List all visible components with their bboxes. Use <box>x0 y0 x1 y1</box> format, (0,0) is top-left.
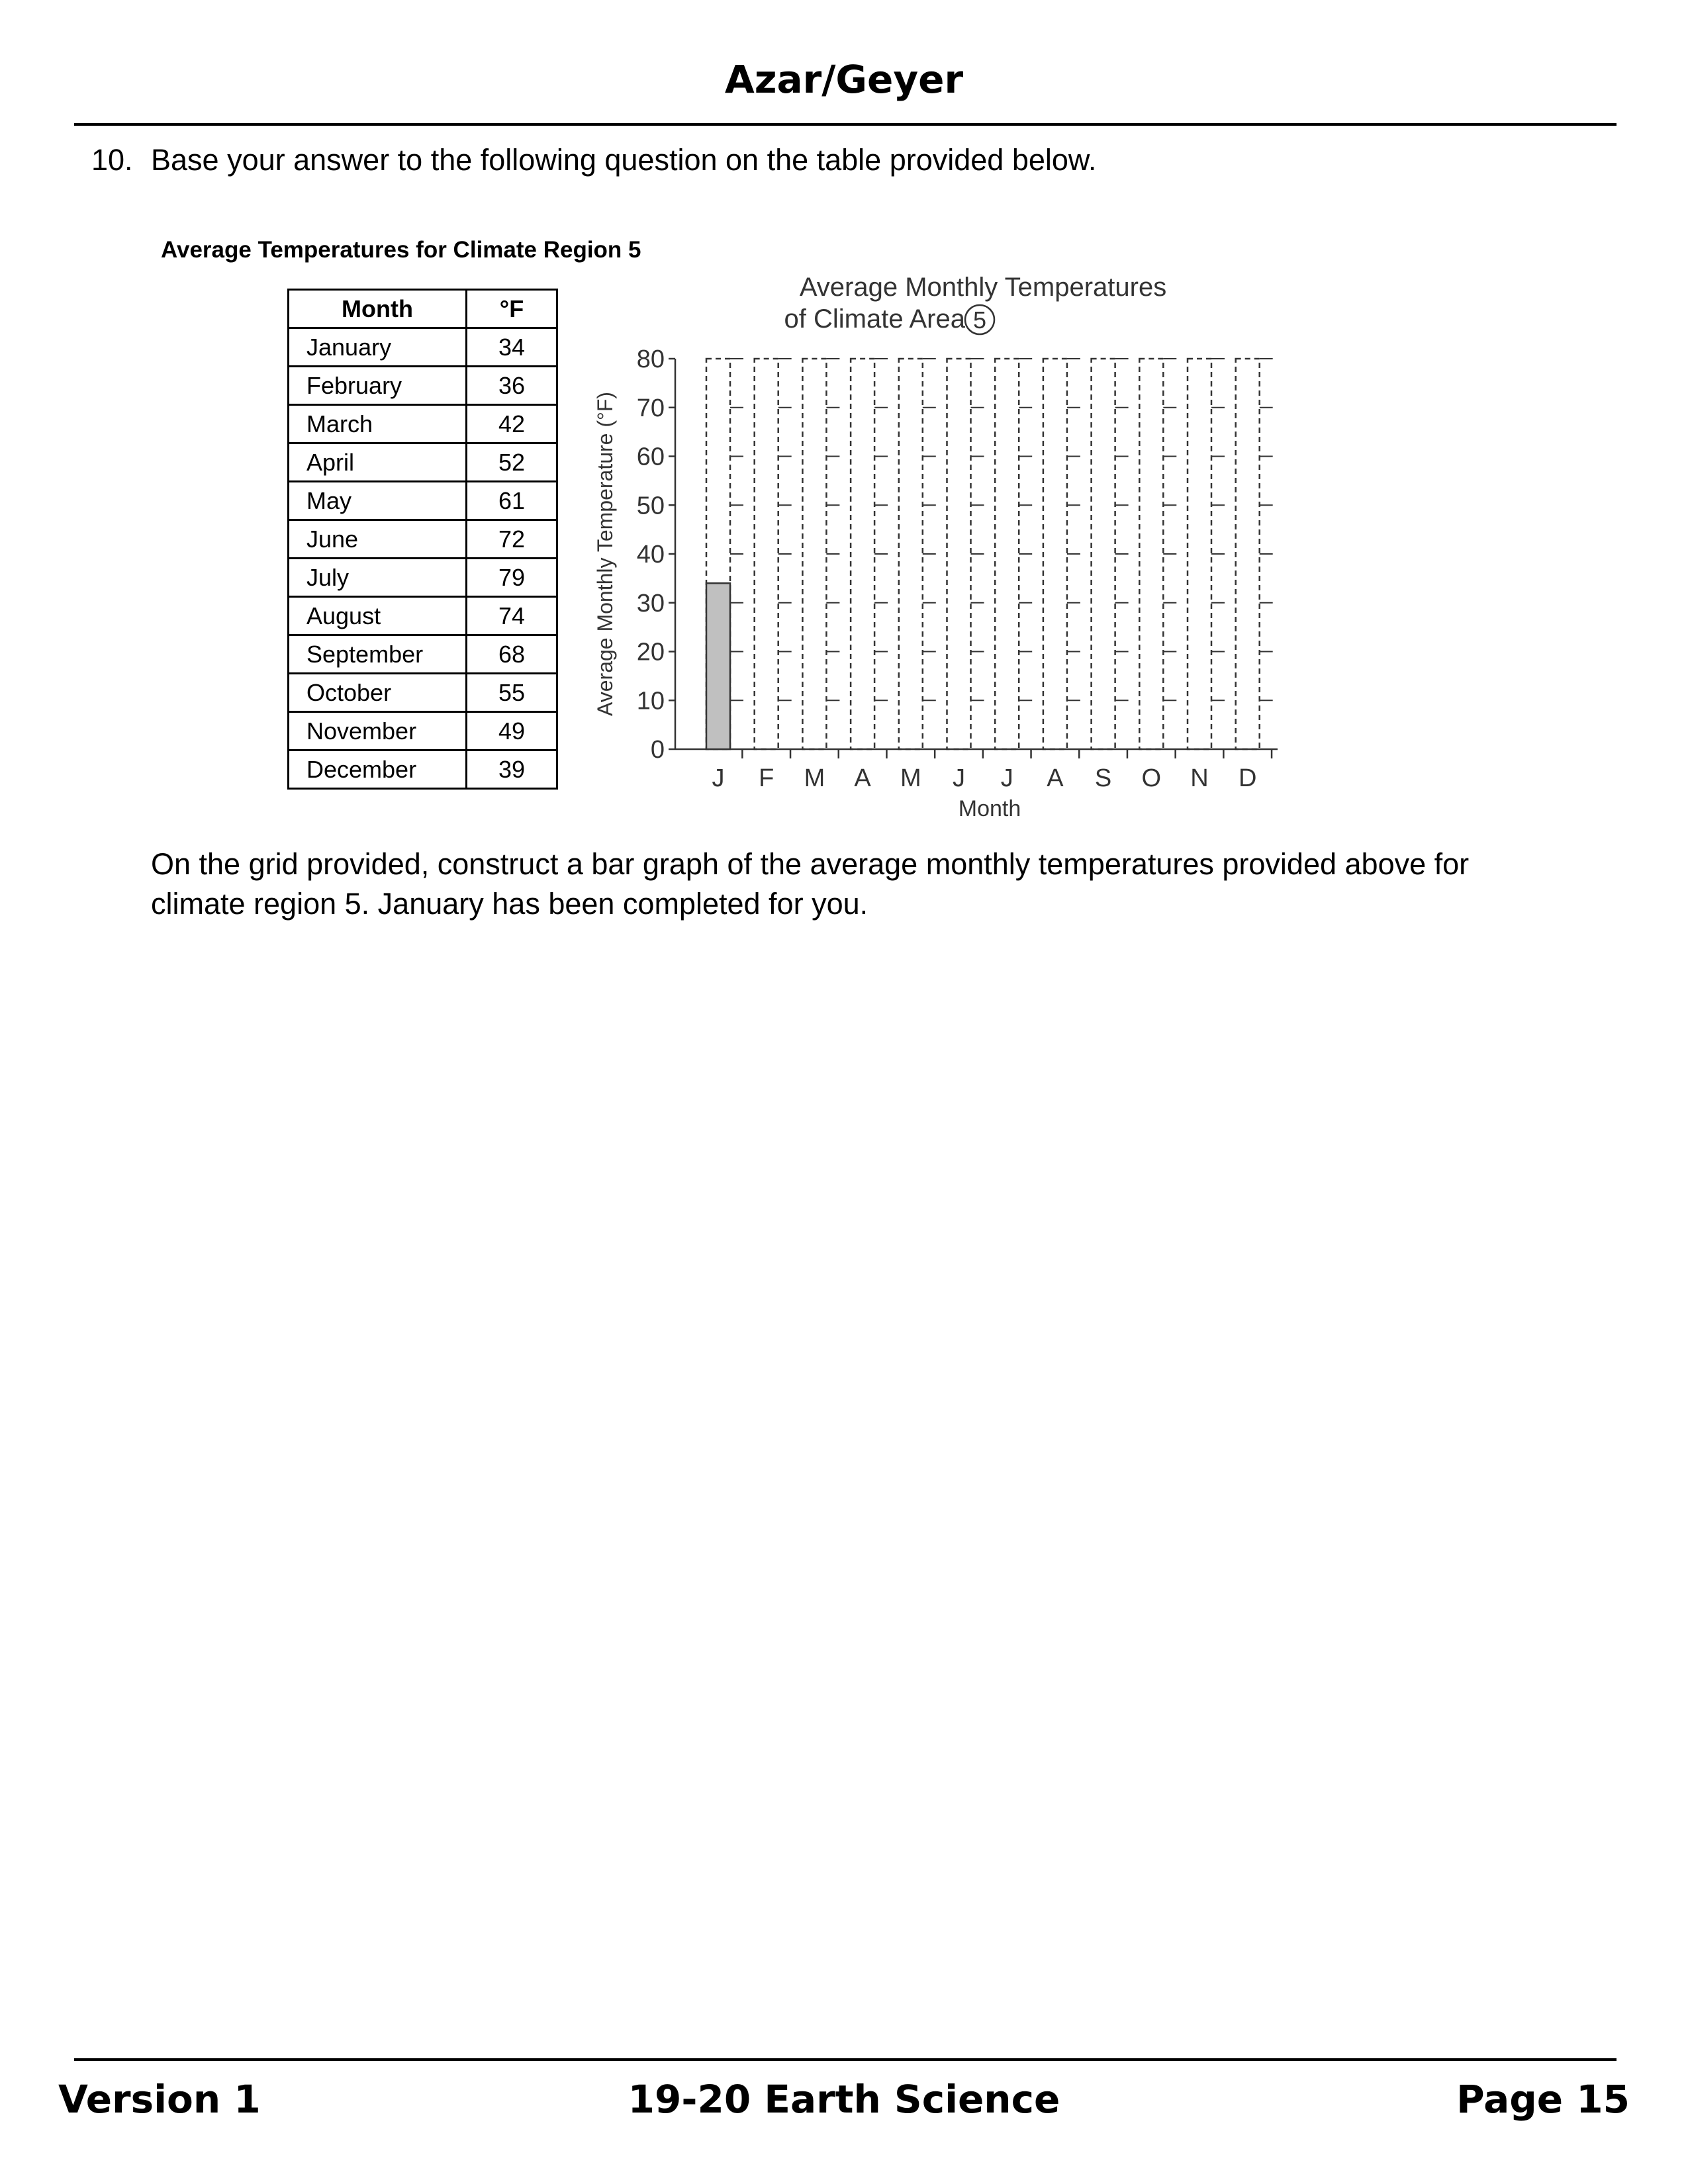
x-tick-label: J <box>953 764 965 792</box>
month-cell: August <box>289 597 467 635</box>
y-tick-label: 60 <box>636 443 665 471</box>
table-row <box>289 635 557 674</box>
bar-slot-outline <box>755 359 778 749</box>
question-instruction: On the grid provided, construct a bar graph of the average monthly temperatures provided above for climate region 5. January has been completed for you. <box>151 847 1470 921</box>
x-tick-label: F <box>759 764 774 792</box>
table-row <box>289 367 557 405</box>
x-tick-label: A <box>1047 764 1064 792</box>
bar-slot-outline <box>899 359 923 749</box>
y-tick-label: 80 <box>636 345 665 373</box>
x-tick-label: N <box>1190 764 1209 792</box>
month-cell: January <box>289 328 467 367</box>
chart-title: Average Monthly Temperatures <box>799 273 1167 302</box>
temp-cell: 68 <box>467 635 557 674</box>
temp-cell: 49 <box>467 712 557 751</box>
bar-slot-outline <box>995 359 1019 749</box>
footer-version: Version 1 <box>58 2077 261 2122</box>
temp-cell: 74 <box>467 597 557 635</box>
bar-slot-outline <box>1139 359 1163 749</box>
footer-page-number: Page 15 <box>1456 2077 1630 2122</box>
table-row <box>289 674 557 712</box>
table-row <box>289 751 557 789</box>
footer-course: 19-20 Earth Science <box>628 2077 1060 2122</box>
table-row <box>289 443 557 482</box>
x-tick-label: A <box>854 764 871 792</box>
column-header-degrees: °F <box>467 290 557 328</box>
bar-slot-outline <box>851 359 874 749</box>
chart-subtitle: of Climate Area <box>784 304 965 334</box>
bar-slot-outline <box>947 359 971 749</box>
table-row <box>289 482 557 520</box>
x-tick-label: J <box>712 764 725 792</box>
area-number: 5 <box>972 306 987 334</box>
month-cell: December <box>289 751 467 789</box>
x-tick-label: S <box>1094 764 1112 792</box>
temp-cell: 72 <box>467 520 557 559</box>
temperature-table <box>287 289 558 790</box>
x-tick-label: O <box>1141 764 1162 792</box>
temp-cell: 79 <box>467 559 557 597</box>
y-axis-label: Average Monthly Temperature (°F) <box>593 391 617 717</box>
table-row <box>289 559 557 597</box>
y-tick-label: 50 <box>636 492 665 520</box>
month-cell: July <box>289 559 467 597</box>
y-tick-label: 20 <box>636 638 665 666</box>
x-tick-label: D <box>1238 764 1257 792</box>
temp-cell: 55 <box>467 674 557 712</box>
temp-cell: 52 <box>467 443 557 482</box>
x-tick-label: J <box>1000 764 1013 792</box>
y-tick-label: 0 <box>650 736 665 764</box>
bar-slot-outline <box>1043 359 1067 749</box>
header-rule <box>74 123 1617 126</box>
month-cell: May <box>289 482 467 520</box>
temperature-bar-chart <box>583 261 1297 831</box>
y-tick-label: 40 <box>636 541 665 569</box>
page-header-title: Azar/Geyer <box>724 57 964 102</box>
y-tick-label: 10 <box>636 687 665 715</box>
month-cell: November <box>289 712 467 751</box>
month-cell: April <box>289 443 467 482</box>
temp-cell: 39 <box>467 751 557 789</box>
bar-1 <box>706 583 730 749</box>
x-tick-label: M <box>804 764 825 792</box>
bar-slot-outline <box>1092 359 1115 749</box>
question-prompt: Base your answer to the following question on the table provided below. <box>151 143 1097 177</box>
table-row <box>289 405 557 443</box>
temp-cell: 42 <box>467 405 557 443</box>
month-cell: October <box>289 674 467 712</box>
y-tick-label: 70 <box>636 394 665 422</box>
temp-cell: 61 <box>467 482 557 520</box>
x-axis-label: Month <box>958 796 1021 821</box>
x-tick-label: M <box>900 764 921 792</box>
table-caption: Average Temperatures for Climate Region 5 <box>161 237 641 263</box>
month-cell: June <box>289 520 467 559</box>
footer-rule <box>74 2058 1617 2061</box>
table-row <box>289 597 557 635</box>
month-cell: February <box>289 367 467 405</box>
month-cell: March <box>289 405 467 443</box>
table-row <box>289 712 557 751</box>
bar-slot-outline <box>802 359 826 749</box>
table-row <box>289 328 557 367</box>
table-row <box>289 520 557 559</box>
bar-slot-outline <box>1236 359 1260 749</box>
table-header-row <box>289 290 557 328</box>
temp-cell: 36 <box>467 367 557 405</box>
column-header-month: Month <box>289 290 467 328</box>
bar-slot-outline <box>1188 359 1211 749</box>
y-tick-label: 30 <box>636 589 665 617</box>
month-cell: September <box>289 635 467 674</box>
temp-cell: 34 <box>467 328 557 367</box>
question-number: 10. <box>91 143 133 177</box>
